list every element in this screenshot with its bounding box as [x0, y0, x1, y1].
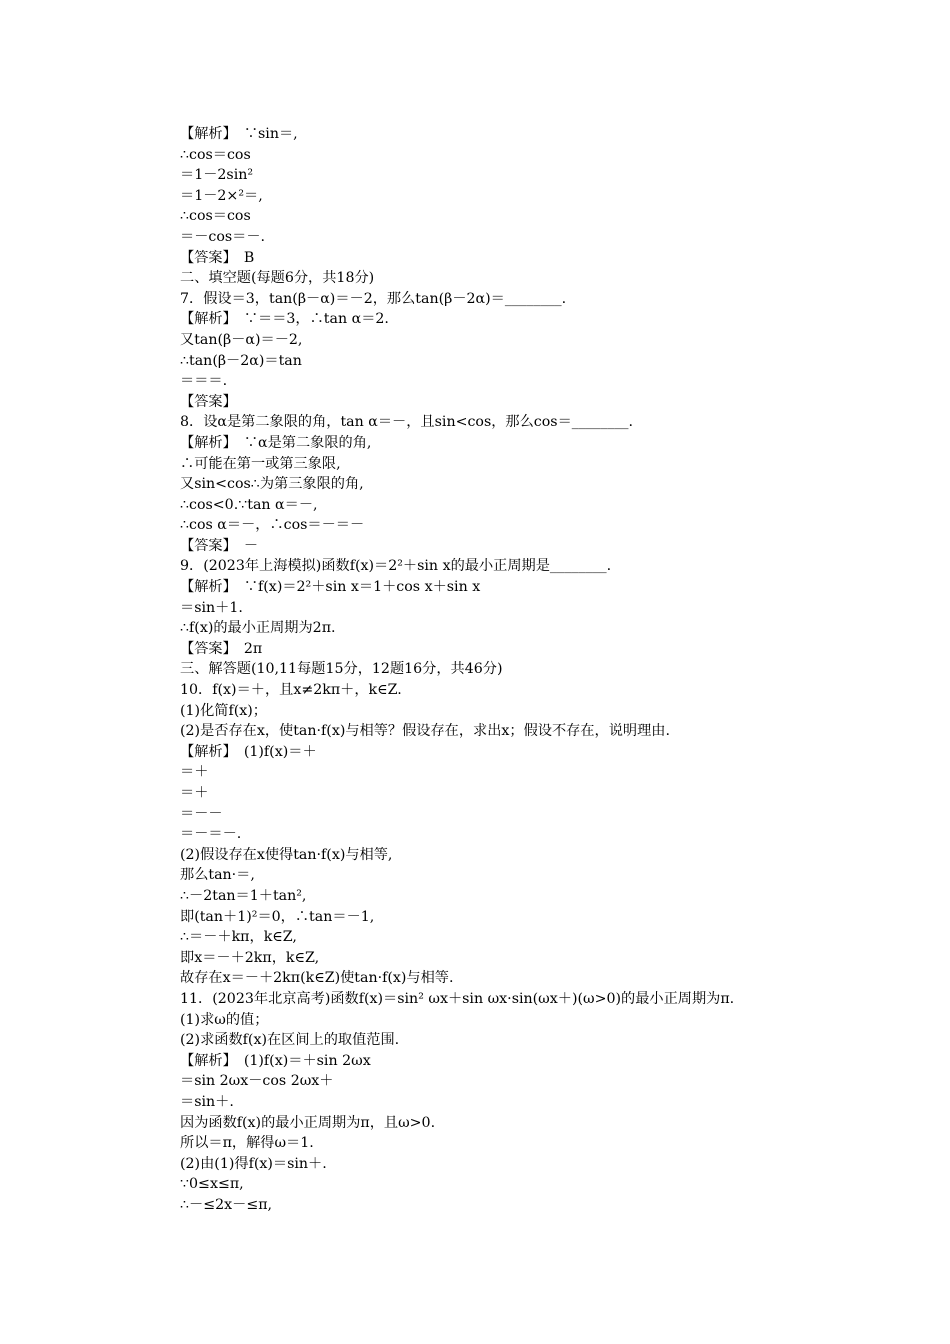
text-line: ∴cos<0.∵tan α＝－,	[180, 496, 318, 513]
text-line: ＝1－2sin²	[180, 167, 254, 184]
text-line: ＝＝＝.	[180, 373, 228, 390]
text-line: 【解析】 ∵＝＝3，∴tan α＝2.	[180, 311, 389, 328]
text-line: ＝1－2×²＝,	[180, 187, 263, 204]
answer-line: 【答案】	[180, 393, 237, 410]
answer-line: 【答案】 －	[180, 537, 259, 554]
text-line: 【解析】 (1)f(x)＝＋	[180, 743, 317, 760]
text-line: 又tan(β－α)＝－2,	[180, 331, 303, 348]
text-line: ∴tan(β－2α)＝tan	[180, 352, 302, 369]
question-10: 10．f(x)＝＋，且x≠2kπ＋，k∈Z.	[180, 682, 402, 699]
text-line: 又sin<cos∴为第三象限的角,	[180, 476, 364, 493]
text-line: 【解析】 ∵f(x)＝2²＋sin x＝1＋cos x＋sin x	[180, 579, 481, 596]
text-line: ∴cos＝cos	[180, 146, 251, 163]
text-line: ∴＝－＋kπ，k∈Z,	[180, 929, 297, 946]
text-line: (1)求ω的值；	[180, 1011, 269, 1028]
text-line: 即(tan＋1)²＝0，∴tan＝－1,	[180, 908, 375, 925]
text-line: ∴cos＝cos	[180, 208, 251, 225]
question-11: 11．(2023年北京高考)函数f(x)＝sin² ωx＋sin ωx·sin(ωx＋)(ω>0)的最小正周期为π.	[180, 990, 735, 1007]
text-line: ＝sin 2ωx－cos 2ωx＋	[180, 1073, 334, 1090]
text-line: 【解析】 (1)f(x)＝＋sin 2ωx	[180, 1052, 371, 1069]
text-line: ∵0≤x≤π,	[180, 1176, 244, 1193]
text-line: 故存在x＝－＋2kπ(k∈Z)使tan·f(x)与相等.	[180, 970, 454, 987]
text-line: ＝sin＋.	[180, 1093, 234, 1110]
text-line: ＝＋	[180, 764, 209, 781]
document-body	[180, 124, 830, 1215]
text-line: 所以＝π，解得ω＝1.	[180, 1135, 314, 1152]
question-9: 9．(2023年上海模拟)函数f(x)＝2²＋sin x的最小正周期是________.	[180, 558, 612, 575]
answer-line: 【答案】 2π	[180, 640, 263, 657]
text-line: 【解析】 ∵sin＝,	[180, 126, 298, 142]
text-line: (2)是否存在x，使tan·f(x)与相等？假设存在，求出x；假设不存在，说明理由.	[180, 723, 670, 740]
text-line: ∴－≤2x－≤π,	[180, 1196, 273, 1213]
section-heading: 三、解答题(10,11每题15分，12题16分，共46分)	[180, 661, 503, 678]
text-line: (2)由(1)得f(x)＝sin＋.	[180, 1155, 327, 1172]
text-line: ∴可能在第一或第三象限,	[180, 455, 341, 472]
text-line: ∴cos α＝－，∴cos＝－＝－	[180, 517, 365, 534]
text-line: 因为函数f(x)的最小正周期为π，且ω>0.	[180, 1114, 436, 1131]
text-line: ＝－＝－.	[180, 826, 242, 843]
text-line: (1)化简f(x)；	[180, 702, 267, 719]
text-line: ∴－2tan＝1＋tan²,	[180, 887, 307, 904]
section-heading: 二、填空题(每题6分，共18分)	[180, 270, 375, 287]
text-line: (2)假设存在x使得tan·f(x)与相等,	[180, 846, 393, 863]
text-line: ＝－－	[180, 805, 223, 822]
text-line: ∴f(x)的最小正周期为2π.	[180, 620, 336, 637]
answer-line: 【答案】 B	[180, 249, 255, 266]
text-line: ＝＋	[180, 785, 209, 801]
text-line: 即x＝－＋2kπ，k∈Z,	[180, 949, 320, 966]
question-8: 8．设α是第二象限的角，tan α＝－，且sin<cos，那么cos＝________.	[180, 414, 634, 431]
text-line: ＝sin＋1.	[180, 599, 243, 616]
text-line: 【解析】 ∵α是第二象限的角,	[180, 434, 372, 451]
text-line: 那么tan·＝,	[180, 867, 255, 884]
question-7: 7．假设＝3，tan(β－α)＝－2，那么tan(β－2α)＝________.	[180, 290, 567, 307]
text-line: (2)求函数f(x)在区间上的取值范围.	[180, 1032, 400, 1049]
text-line: ＝－cos＝－.	[180, 228, 266, 245]
